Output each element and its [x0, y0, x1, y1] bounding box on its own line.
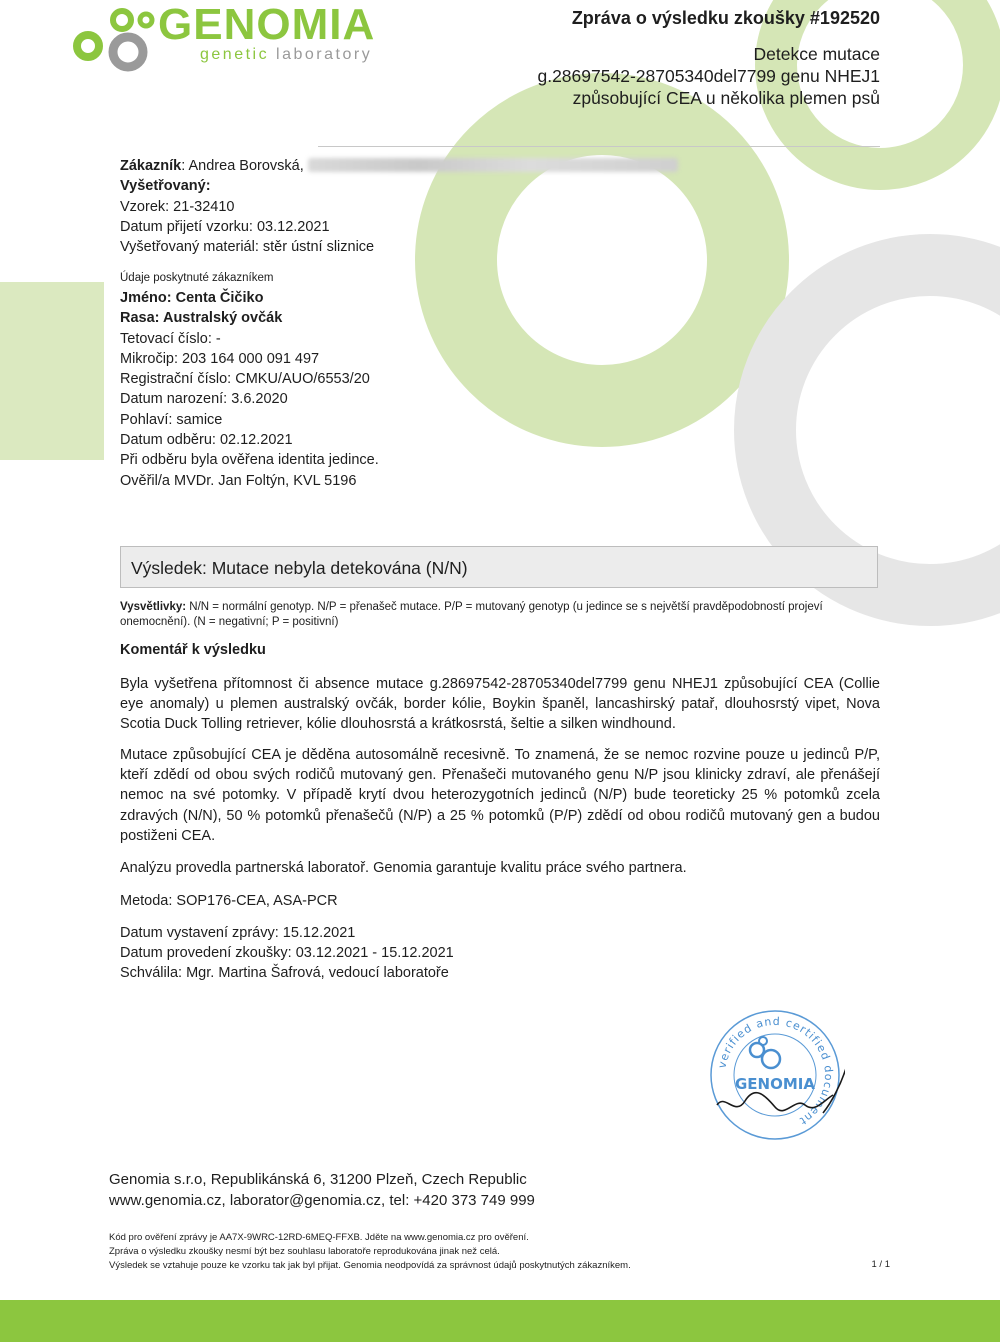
issue-date: Datum vystavení zprávy: 15.12.2021 — [120, 925, 356, 941]
verified-by: Ověřil/a MVDr. Jan Foltýn, KVL 5196 — [120, 472, 357, 489]
sample-id: Vzorek: 21-32410 — [120, 198, 235, 215]
animal-name: Jméno: Centa Čičiko — [120, 290, 264, 306]
animal-block — [120, 270, 379, 491]
logo-wordmark: GENOMIA — [158, 0, 376, 49]
customer-line: Zákazník: Andrea Borovská, — [120, 156, 678, 176]
svg-text:GENOMIA: GENOMIA — [735, 1075, 815, 1093]
legal-notes: Kód pro ověření zprávy je AA7X-9WRC-12RD-6MEQ-FFXB. Jděte na www.genomia.cz pro ověření. Zpráva o výsledku zkoušky nesmí být bez souhlasu laboratoře reprodukována jinak než celá. Výsledek se vztahuje pouze ke vzorku tak jak byl přijat. Genomia neodpovídá za správnost údajů poskytnutých zákazníkem. — [109, 1232, 631, 1271]
explanation: Vysvětlivky: N/N = normální genotyp. N/P = přenašeč mutace. P/P = mutovaný genotyp (u jedince se s největší pravděpodobností projeví onemocnění). (N = negativní; P = positivní) — [120, 601, 823, 628]
method: Metoda: SOP176-CEA, ASA-PCR — [120, 893, 338, 909]
customer-block — [120, 156, 678, 257]
microchip: Mikročip: 203 164 000 091 497 — [120, 350, 320, 367]
identity-note: Při odběru byla ověřena identita jedince. — [120, 452, 379, 469]
comment-heading: Komentář k výsledku — [120, 642, 266, 658]
report-title: Zpráva o výsledku zkoušky #192520 — [571, 8, 880, 28]
svg-text:verified and certified documen: verified and certified document — [715, 1014, 836, 1128]
comment-paragraph-1: Byla vyšetřena přítomnost či absence mutace g.28697542-28705340del7799 genu NHEJ1 způsobující CEA (Collie eye anomaly) u plemen australský ovčák, border kólie, Boykin španěl, lancashirský patař, dlouhosrstý vipet, Nova Scotia Duck Tolling retriever, kólie dlouhosrstá a krátkosrstá, šeltie a silken windhound. — [120, 676, 880, 733]
redacted-address — [308, 158, 678, 172]
collection-date: Datum odběru: 02.12.2021 — [120, 432, 293, 449]
report-subtitle: Detekce mutace g.28697542-28705340del7799 genu NHEJ1 způsobující CEA u několika plemen psů — [537, 44, 880, 108]
comment-paragraph-3: Analýzu provedla partnerská laboratoř. Genomia garantuje kvalitu práce svého partnera. — [120, 860, 687, 876]
header-rule — [318, 146, 880, 147]
company-address: Genomia s.r.o, Republikánská 6, 31200 Plzeň, Czech Republic www.genomia.cz, laborator@genomia.cz, tel: +420 373 749 999 — [109, 1171, 535, 1209]
signoff-block — [120, 923, 880, 984]
page-number: 1 / 1 — [871, 1259, 890, 1270]
approved-by: Schválila: Mgr. Martina Šafrová, vedoucí laboratoře — [120, 965, 449, 982]
logo-subtitle: genetic laboratory — [200, 46, 373, 63]
footer-green-bar — [0, 1300, 1000, 1342]
left-green-block — [0, 282, 104, 460]
examined-label: Vyšetřovaný: — [120, 178, 211, 195]
certification-stamp — [705, 1005, 845, 1145]
result-box: Výsledek: Mutace nebyla detekována (N/N) — [120, 546, 878, 588]
received-date: Datum přijetí vzorku: 03.12.2021 — [120, 218, 330, 235]
birth-date: Datum narození: 3.6.2020 — [120, 391, 288, 408]
customer-provided-note: Údaje poskytnuté zákazníkem — [120, 272, 274, 284]
tattoo-number: Tetovací číslo: - — [120, 330, 221, 347]
sex: Pohlaví: samice — [120, 411, 223, 428]
animal-breed: Rasa: Australský ovčák — [120, 310, 283, 327]
material: Vyšetřovaný materiál: stěr ústní sliznice — [120, 239, 375, 256]
registration-number: Registrační číslo: CMKU/AUO/6553/20 — [120, 371, 370, 388]
test-period: Datum provedení zkoušky: 03.12.2021 - 15.12.2021 — [120, 945, 454, 962]
logo-icon — [72, 6, 156, 72]
comment-paragraph-2: Mutace způsobující CEA je děděna autosomálně recesivně. To znamená, že se nemoc rozvine pouze u jedinců P/P, kteří zdědí od obou svých rodičů mutovaný gen. Přenašeči mutovaného genu N/P jsou klinicky zdraví, ale přenášejí nemoc na své potomky. V případě krytí dvou heterozygotních jedinců (N/P) bude teoreticky 25 % potomků zcela zdravých (N/N), 50 % potomků přenašečů (N/P) a 25 % potomků (P/P) zdědí od obou rodičů mutovaný gen a budou postiženi CEA. — [120, 747, 880, 844]
